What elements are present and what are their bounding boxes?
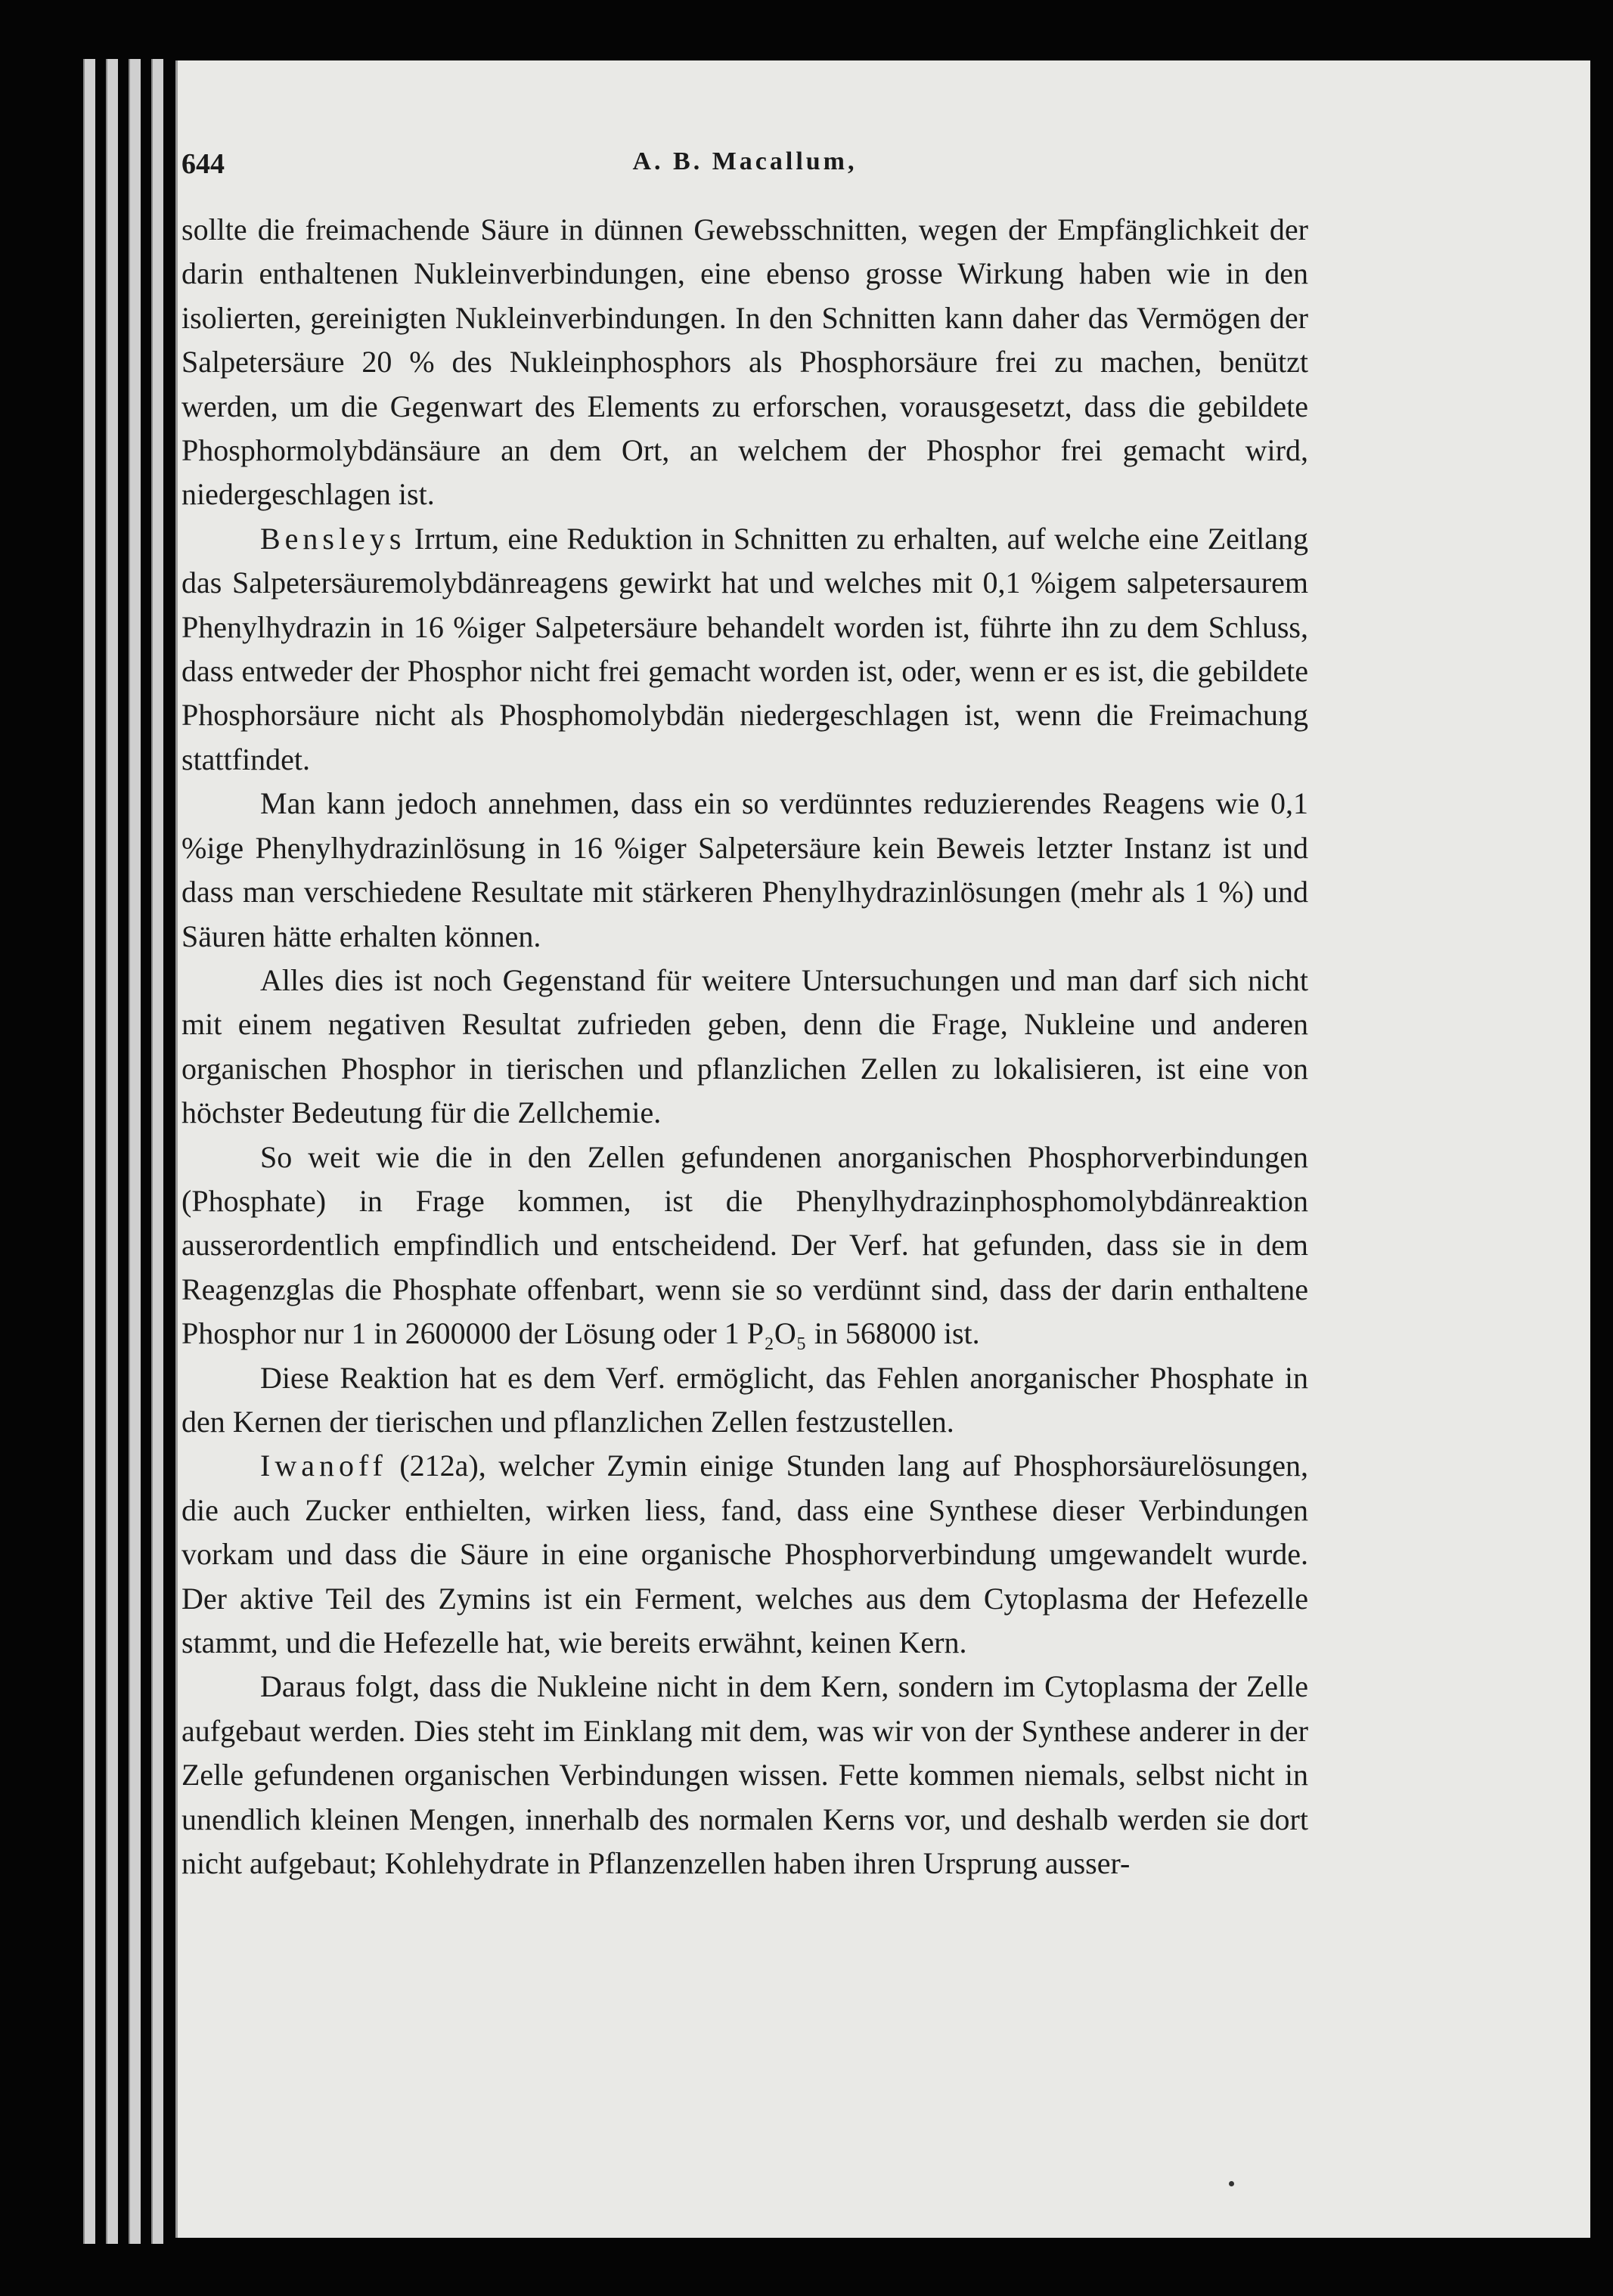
running-head: A. B. Macallum, (632, 147, 858, 175)
paragraph-text: Irrtum, eine Reduktion in Schnitten zu erhalten, auf welche eine Zeitlang das Salpetersäuremolybdänreagens gewirkt hat und welches mit 0,1 %igem salpetersaurem Phenylhydrazin in 16 %iger Salpetersäure behandelt worden ist, führte ihn zu dem Schluss, dass entweder der Phosphor nicht frei gemacht worden ist, oder, wenn er es ist, die gebildete Phosphorsäure nicht als Phosphomolybdän niedergeschlagen ist, wenn die Freimachung stattfindet. (181, 521, 1308, 776)
paragraph: Diese Reaktion hat es dem Verf. ermöglicht, das Fehlen anorganischer Phosphate in den Kernen der tierischen und pflanzlichen Zellen festzustellen. (181, 1360, 1308, 1439)
page-number: 644 (181, 148, 225, 180)
body-text (181, 208, 1308, 1885)
paragraph: sollte die freimachende Säure in dünnen Gewebsschnitten, wegen der Empfänglichkeit der darin enthaltenen Nukleinverbindungen, eine ebenso grosse Wirkung haben wie in den isolierten, gereinigten Nukleinverbindungen. In den Schnitten kann daher das Vermögen der Salpetersäure 20 % des Nukleinphosphors als Phosphorsäure frei zu machen, benützt werden, um die Gegenwart des Elements zu erforschen, vorausgesetzt, dass die gebildete Phosphormolybdänsäure an dem Ort, an welchem der Phosphor frei gemacht wird, niedergeschlagen ist. (181, 212, 1308, 512)
paragraph (181, 1444, 1308, 1665)
stacked-page-edge (106, 59, 118, 2244)
ink-speck (1229, 2181, 1234, 2186)
paragraph: Man kann jedoch annehmen, dass ein so verdünntes reduzierendes Reagens wie 0,1 %ige Phenylhydrazinlösung in 16 %iger Salpetersäure kein Beweis letzter Instanz ist und dass man verschiedene Resultate mit stärkeren Phenylhydrazinlösungen (mehr als 1 %) und Säuren hätte erhalten können. (181, 786, 1308, 953)
stacked-page-edge (83, 59, 95, 2244)
author-name: Bensleys (260, 521, 406, 556)
stacked-page-edge (129, 59, 141, 2244)
paragraph: Daraus folgt, dass die Nukleine nicht in dem Kern, sondern im Cytoplasma der Zelle aufgebaut werden. Dies steht im Einklang mit dem, was wir von der Synthese anderer in der Zelle gefundenen organischen Verbindungen wissen. Fette kommen niemals, selbst nicht in unendlich kleinen Mengen, innerhalb des normalen Kerns vor, und deshalb werden sie dort nicht aufgebaut; Kohlehydrate in Pflanzenzellen haben ihren Ursprung ausser- (181, 1669, 1308, 1881)
stacked-page-edge (151, 59, 163, 2244)
page-header (181, 147, 1308, 193)
paragraph: Alles dies ist noch Gegenstand für weitere Untersuchungen und man darf sich nicht mit einem negativen Resultat zufrieden geben, denn die Frage, Nukleine und anderen organischen Phosphor in tierischen und pflanzlichen Zellen zu lokalisieren, ist eine von höchster Bedeutung für die Zellchemie. (181, 962, 1308, 1130)
paragraph-text: (212a), welcher Zymin einige Stunden lang auf Phosphorsäurelösungen, die auch Zucker enthielten, wirken liess, fand, dass eine Synthese dieser Verbindungen vorkam und dass die Säure in eine organische Phosphorverbindung umgewandelt wurde. Der aktive Teil des Zymins ist ein Ferment, welches aus dem Cytoplasma der Hefezelle stammt, und die Hefezelle hat, wie bereits erwähnt, keinen Kern. (181, 1449, 1308, 1659)
paragraph: So weit wie die in den Zellen gefundenen anorganischen Phosphorverbindungen (Phosphate) in Frage kommen, ist die Phenylhydrazinphosphomolybdänreaktion ausserordentlich empfindlich und entscheidend. Der Verf. hat gefunden, dass sie in dem Reagenzglas die Phosphate offenbart, wenn sie so verdünnt sind, dass der darin enthaltene Phosphor nur 1 in 2600000 der Lösung oder 1 P₂O₅ in 568000 ist. (181, 1139, 1308, 1351)
paragraph (181, 517, 1308, 782)
author-name: Iwanoff (260, 1449, 387, 1483)
